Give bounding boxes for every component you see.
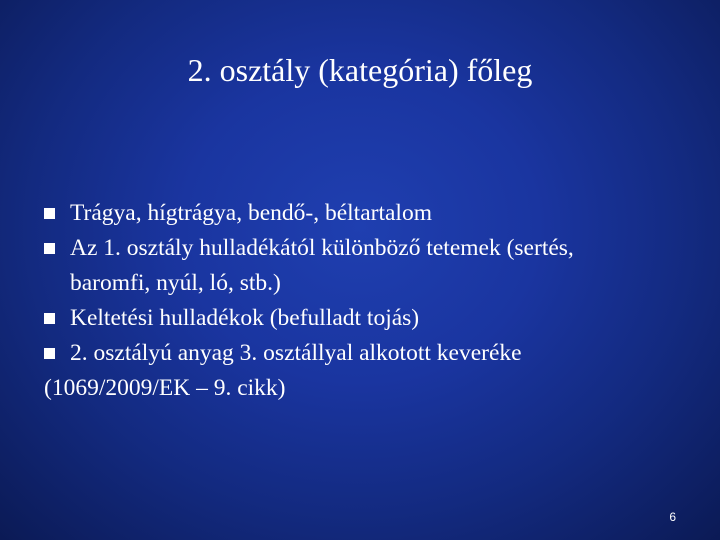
regulation-reference: (1069/2009/EK – 9. cikk) [44,375,286,401]
bullet-text: Az 1. osztály hulladékától különböző tetemek (sertés, [70,235,574,261]
bullet-text: Trágya, hígtrágya, bendő-, béltartalom [70,200,432,226]
bullet-list [44,196,684,406]
bullet-item [44,196,684,231]
square-bullet-icon [44,243,55,254]
bullet-text-continuation: baromfi, nyúl, ló, stb.) [70,270,281,296]
bullet-text: 2. osztályú anyag 3. osztállyal alkotott keveréke [70,340,522,366]
bullet-item [44,231,684,301]
bullet-item [44,301,684,336]
bullet-text: Keltetési hulladékok (befulladt tojás) [70,305,420,331]
slide-title: 2. osztály (kategória) főleg [187,52,533,88]
square-bullet-icon [44,208,55,219]
square-bullet-icon [44,313,55,324]
bullet-item [44,336,684,371]
square-bullet-icon [44,348,55,359]
page-number: 6 [669,510,676,524]
